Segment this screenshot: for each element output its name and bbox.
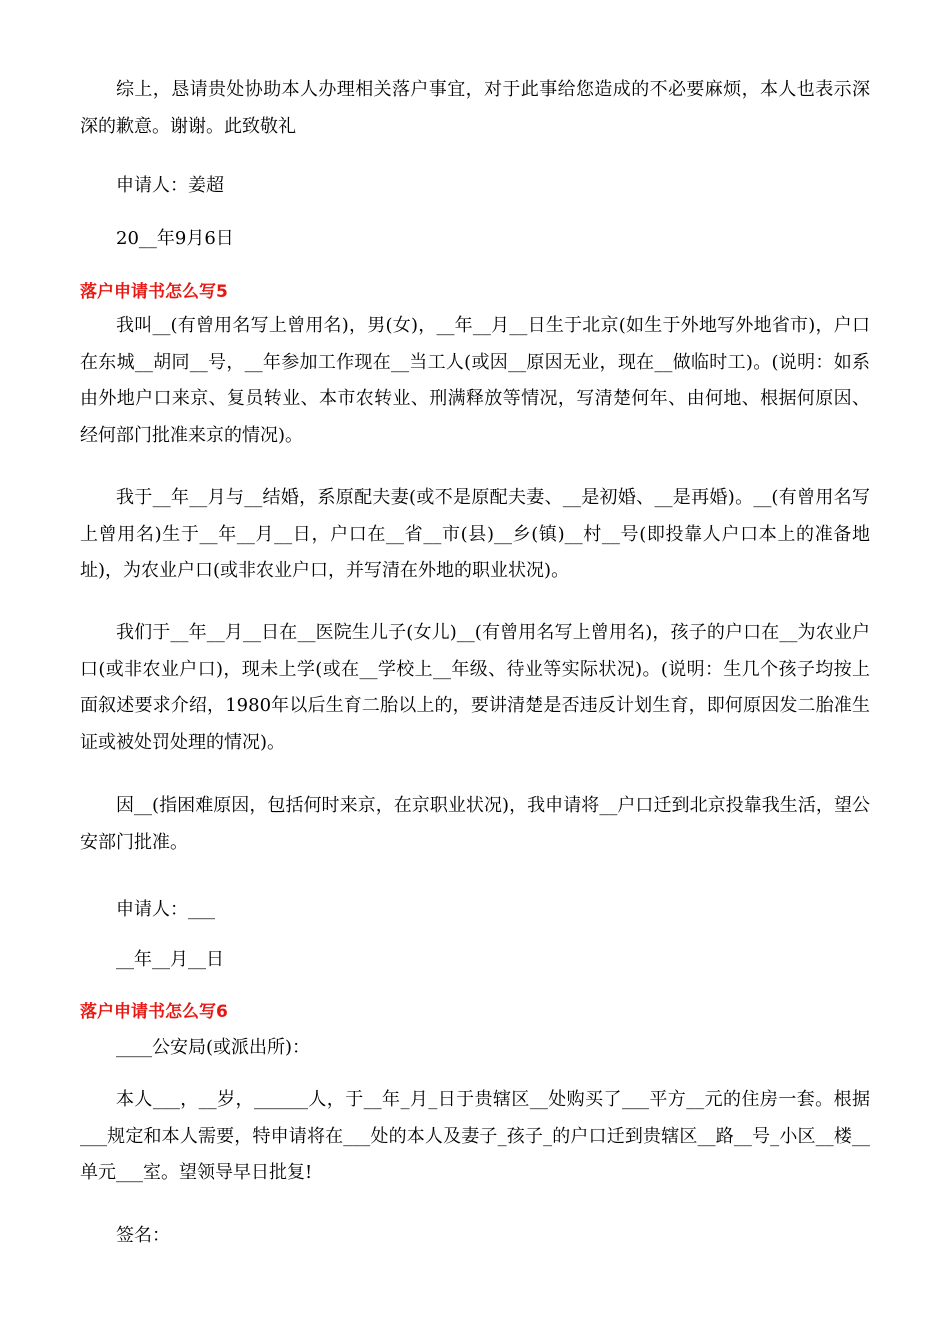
- date-line: 20__年9月6日: [116, 228, 234, 249]
- section-6-signature: 签名：: [116, 1225, 170, 1246]
- section-5-paragraph-1: 我叫__(有曾用名写上曾用名)，男(女)，__年__月__日生于北京(如生于外地写外地省市)，户口在东城__胡同__号，__年参加工作现在__当工人(或因__原因无业，现在__做临时工)。(说明：如系由外地户口来京、复员转业、本市农转业、刑满释放等情况，写清楚何年、由何地、根据何原因、经何部门批准来京的情况)。: [80, 315, 870, 446]
- section-5-date: __年__月__日: [116, 949, 224, 970]
- section-5-paragraph-2: 我于__年__月与__结婚，系原配夫妻(或不是原配夫妻、__是初婚、__是再婚)。__(有曾用名写上曾用名)生于__年__月__日，户口在__省__市(县)__乡(镇)__村__号(即投靠人户口本上的准备地址)，为农业户口(或非农业户口，并写清在外地的职业状况)。: [80, 487, 870, 581]
- section-5-paragraph-3: 我们于__年__月__日在__医院生儿子(女儿)__(有曾用名写上曾用名)，孩子的户口在__为农业户口(或非农业户口)，现未上学(或在__学校上__年级、待业等实际状况)。(说明：生几个孩子均按上面叙述要求介绍，1980年以后生育二胎以上的，要讲清楚是否违反计划生育，即何原因发二胎准生证或被处罚处理的情况)。: [80, 622, 870, 753]
- section-5-paragraph-4: 因__(指困难原因，包括何时来京，在京职业状况)，我申请将__户口迁到北京投靠我生活，望公安部门批准。: [80, 795, 870, 853]
- section-5-heading: 落户申请书怎么写5: [80, 282, 228, 302]
- section-6-paragraph-1: 本人___，__岁，______人，于__年_月_日于贵辖区__处购买了___平方__元的住房一套。根据___规定和本人需要，特申请将在___处的本人及妻子_孩子_的户口迁到贵辖区__路__号_小区__楼__单元___室。望领导早日批复!: [80, 1089, 870, 1183]
- applicant-line: 申请人：姜超: [116, 175, 224, 196]
- section-5-applicant: 申请人：___: [116, 899, 215, 920]
- section-6-heading: 落户申请书怎么写6: [80, 1002, 228, 1022]
- closing-paragraph: 综上，恳请贵处协助本人办理相关落户事宜，对于此事给您造成的不必要麻烦，本人也表示深深的歉意。谢谢。此致敬礼: [80, 79, 870, 137]
- section-6-salutation: ____公安局(或派出所)：: [116, 1037, 311, 1058]
